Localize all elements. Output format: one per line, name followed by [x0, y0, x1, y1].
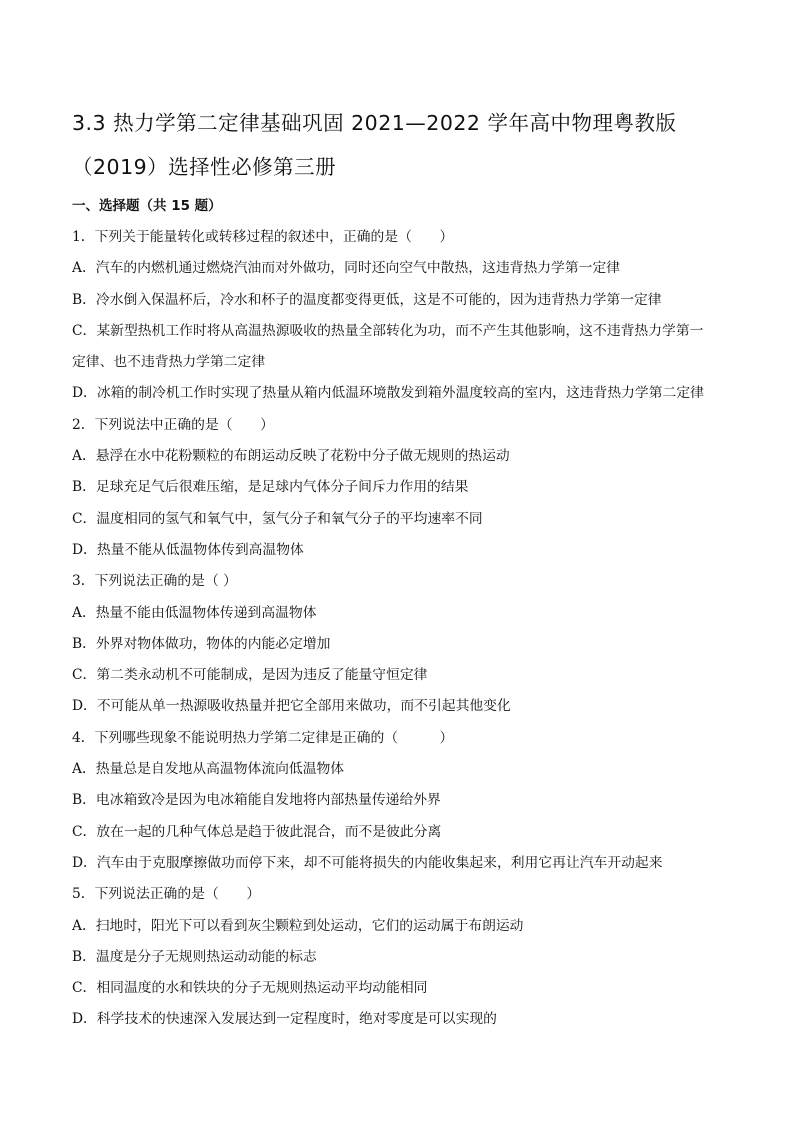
option-d: D．汽车由于克服摩擦做功而停下来，却不可能将损失的内能收集起来，利用它再让汽车开动起来 — [72, 854, 663, 871]
option-a: A．热量不能由低温物体传递到高温物体 — [72, 604, 317, 621]
option-c-continued: 定律、也不违背热力学第二定律 — [72, 354, 266, 371]
question-4 — [72, 723, 734, 879]
option-c: C．相同温度的水和铁块的分子无规则热运动平均动能相同 — [72, 980, 428, 997]
option-b: B．外界对物体做功，物体的内能必定增加 — [72, 635, 331, 652]
question-2 — [72, 410, 734, 566]
title-line-1: 3.3 热力学第二定律基础巩固 2021—2022 学年高中物理粤教版 — [72, 111, 677, 135]
option-c: C．温度相同的氢气和氧气中，氢气分子和氧气分子的平均速率不同 — [72, 510, 483, 527]
option-b: B．足球充足气后很难压缩，是足球内气体分子间斥力作用的结果 — [72, 479, 469, 496]
option-a: A．热量总是自发地从高温物体流向低温物体 — [72, 761, 345, 778]
option-b: B．电冰箱致冷是因为电冰箱能自发地将内部热量传递给外界 — [72, 792, 441, 809]
option-d: D．科学技术的快速深入发展达到一定程度时，绝对零度是可以实现的 — [72, 1011, 497, 1028]
question-3 — [72, 566, 734, 722]
option-d: D．冰箱的制冷机工作时实现了热量从箱内低温环境散发到箱外温度较高的室内，这违背热力学第二定律 — [72, 385, 704, 402]
option-c: C．某新型热机工作时将从高温热源吸收的热量全部转化为功，而不产生其他影响，这不违背热力学第一 — [72, 322, 704, 339]
question-stem: 3．下列说法正确的是（ ） — [72, 573, 237, 590]
option-b: B．冷水倒入保温杯后，冷水和杯子的温度都变得更低，这是不可能的，因为违背热力学第一定律 — [72, 291, 662, 308]
option-d: D．不可能从单一热源吸收热量并把它全部用来做功，而不引起其他变化 — [72, 698, 511, 715]
question-1 — [72, 222, 734, 410]
option-a: A．汽车的内燃机通过燃烧汽油而对外做功，同时还向空气中散热，这违背热力学第一定律 — [72, 260, 621, 277]
option-a: A．扫地时，阳光下可以看到灰尘颗粒到处运动，它们的运动属于布朗运动 — [72, 917, 524, 934]
option-b: B．温度是分子无规则热运动动能的标志 — [72, 948, 317, 965]
question-stem: 4．下列哪些现象不能说明热力学第二定律是正确的（ ） — [72, 729, 454, 746]
title-line-2: （2019）选择性必修第三册 — [72, 155, 337, 179]
option-c: C．第二类永动机不可能制成，是因为违反了能量守恒定律 — [72, 667, 428, 684]
option-c: C．放在一起的几种气体总是趋于彼此混合，而不是彼此分离 — [72, 823, 442, 840]
document-title — [72, 101, 734, 189]
question-stem: 1．下列关于能量转化或转移过程的叙述中，正确的是（ ） — [72, 229, 454, 245]
option-d: D．热量不能从低温物体传到高温物体 — [72, 541, 304, 558]
section-heading: 一、选择题（共 15 题） — [72, 198, 222, 214]
option-a: A．悬浮在水中花粉颗粒的布朗运动反映了花粉中分子做无规则的热运动 — [72, 448, 510, 465]
question-5 — [72, 879, 734, 1035]
question-stem: 2．下列说法中正确的是（ ） — [72, 416, 274, 433]
question-stem: 5．下列说法正确的是（ ） — [72, 886, 261, 903]
